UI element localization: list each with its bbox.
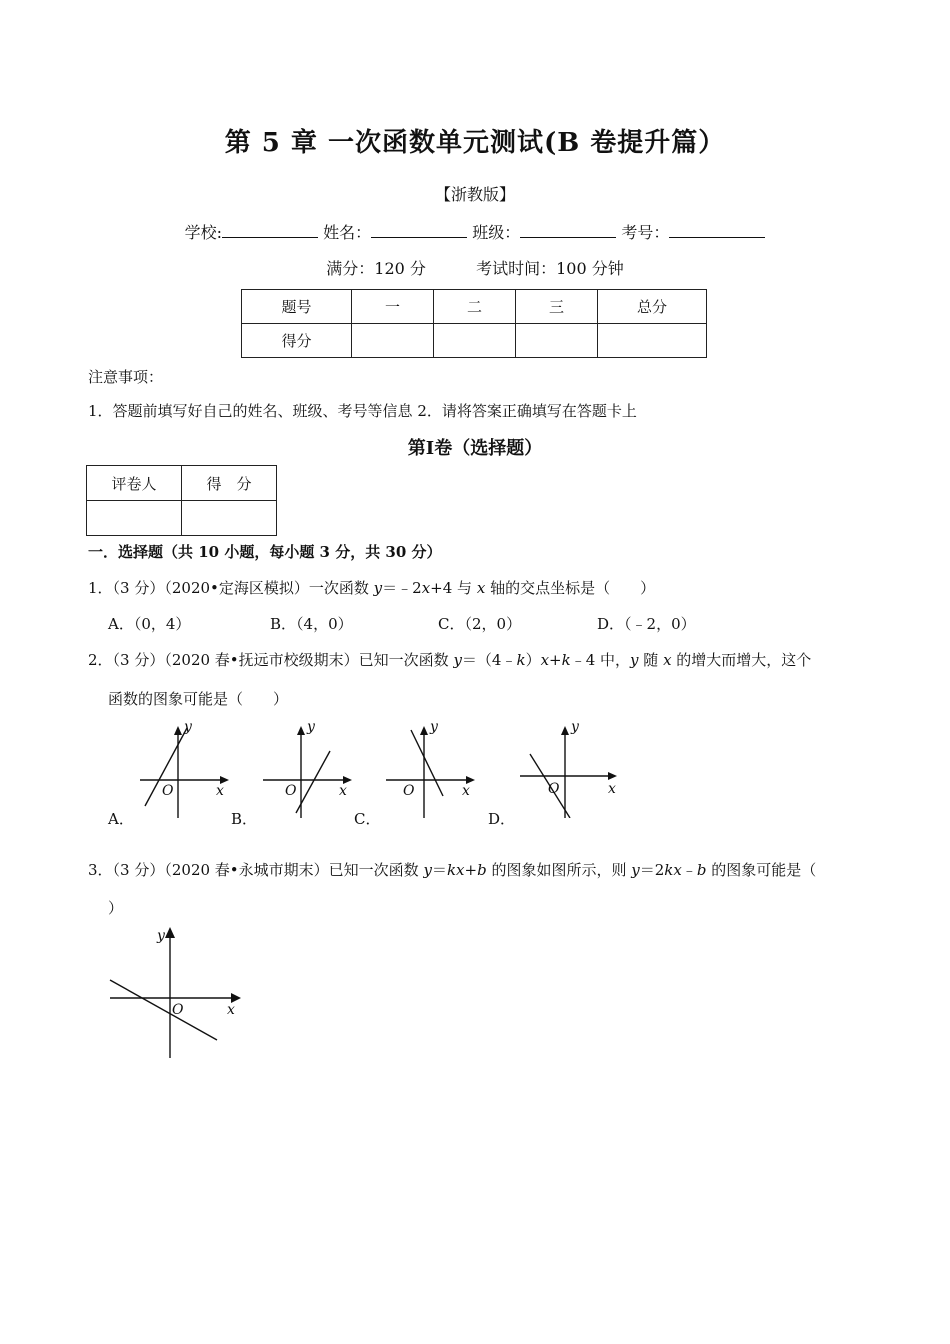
name-label: 姓名：	[323, 223, 372, 242]
grader-header: 评卷人	[87, 466, 182, 501]
question-2-stem	[88, 649, 811, 670]
y-label: y	[157, 928, 165, 944]
score-table-header-row	[242, 290, 707, 324]
stem-var: y	[630, 651, 639, 669]
score-cell[interactable]	[516, 324, 598, 358]
origin-label: O	[162, 783, 174, 799]
grader-table	[86, 465, 277, 536]
question-number: 2．	[88, 651, 113, 669]
question-source: （2020•定海区模拟）	[164, 579, 309, 597]
exam-time: 考试时间：100 分钟	[476, 259, 624, 278]
exam-meta	[0, 256, 950, 279]
stem-var: kx	[446, 861, 465, 879]
function-line	[411, 730, 443, 796]
stem-var: x	[540, 651, 550, 669]
class-field[interactable]	[520, 223, 616, 238]
origin-label: O	[285, 783, 297, 799]
score-table-row	[242, 324, 707, 358]
name-field[interactable]	[371, 223, 467, 238]
part-title: 一．选择题（共 10 小题，每小题 3 分，共 30 分）	[88, 543, 442, 561]
stem-text: ＝2	[639, 861, 665, 879]
question-points: （3 分）	[112, 579, 165, 597]
y-label: y	[430, 719, 438, 735]
origin-label: O	[403, 783, 415, 799]
full-score: 满分：120 分	[326, 259, 426, 278]
graph-option-c[interactable]	[381, 718, 481, 818]
stem-text: ）	[525, 651, 541, 669]
question-source: （2020 春•永城市期末）	[164, 861, 329, 879]
score-cell[interactable]	[598, 324, 707, 358]
exam-number-label: 考号：	[621, 223, 670, 242]
stem-var: y	[373, 579, 383, 597]
y-label: y	[307, 719, 315, 735]
notice-title: 注意事项：	[88, 368, 164, 386]
question-number: 1．	[88, 579, 113, 597]
notice-text: 1．答题前填写好自己的姓名、班级、考号等信息 2．请将答案正确填写在答题卡上	[88, 402, 637, 420]
option-a[interactable]: A．（0，4）	[108, 615, 191, 633]
y-axis-arrow	[561, 726, 569, 735]
x-label: x	[227, 1002, 235, 1018]
stem-text: 的图象可能是（	[706, 861, 817, 879]
x-label: x	[462, 783, 470, 799]
y-axis-arrow	[165, 927, 175, 938]
graph-option-b[interactable]	[258, 718, 358, 818]
question-2-stem-line2: 函数的图象可能是（ ）	[108, 690, 289, 708]
grader-table-header-row	[87, 466, 277, 501]
stem-text: ＝	[431, 861, 447, 879]
y-axis-arrow	[420, 726, 428, 735]
score-table-header: 题号	[242, 290, 352, 324]
score-table-header: 二	[434, 290, 516, 324]
stem-text: 轴的交点坐标是（ ）	[485, 579, 656, 597]
q3-reference-graph	[105, 922, 255, 1062]
y-axis-arrow	[297, 726, 305, 735]
school-label: 学校:	[184, 223, 223, 242]
school-field[interactable]	[222, 223, 318, 238]
stem-text: 已知一次函数	[328, 861, 424, 879]
score-cell[interactable]	[352, 324, 434, 358]
score-table-header: 总分	[598, 290, 707, 324]
question-points: （3 分）	[112, 651, 165, 669]
q2-option-d[interactable]: D．	[488, 810, 516, 828]
stem-var: x	[476, 579, 486, 597]
stem-var: kx	[664, 861, 682, 879]
graph-option-d[interactable]	[515, 718, 625, 818]
stem-var: k	[561, 651, 571, 669]
y-label: y	[571, 719, 579, 735]
stem-text: ＝﹣2	[382, 579, 422, 597]
score-table-header: 一	[352, 290, 434, 324]
question-1-stem	[88, 577, 655, 598]
stem-var: b	[696, 861, 707, 879]
class-label: 班级：	[472, 223, 521, 242]
stem-text: ﹣4 中，	[570, 651, 631, 669]
stem-text: +4 与	[430, 579, 477, 597]
stem-text: +	[549, 651, 562, 669]
score-table-header: 三	[516, 290, 598, 324]
grader-cell[interactable]	[182, 501, 277, 536]
question-number: 3．	[88, 861, 113, 879]
stem-var: b	[477, 861, 487, 879]
option-c[interactable]: C．（2，0）	[438, 615, 522, 633]
stem-text: 的增大而增大，这个	[671, 651, 812, 669]
edition-label: 【浙教版】	[434, 185, 515, 204]
score-cell[interactable]	[434, 324, 516, 358]
stem-var: x	[663, 651, 672, 669]
score-table	[241, 289, 707, 358]
stem-text: ＝（4﹣	[461, 651, 517, 669]
grader-cell[interactable]	[87, 501, 182, 536]
stem-text: 已知一次函数	[358, 651, 454, 669]
section-title: 第Ⅰ卷（选择题）	[407, 438, 543, 459]
stem-text: +	[464, 861, 478, 879]
x-label: x	[608, 781, 616, 797]
grader-table-row	[87, 501, 277, 536]
x-label: x	[339, 783, 347, 799]
q2-option-c[interactable]: C．	[354, 810, 381, 828]
x-label: x	[216, 783, 224, 799]
stem-text: 的图象如图所示，则	[486, 861, 632, 879]
stem-text: 一次函数	[308, 579, 374, 597]
question-3-stem	[88, 859, 816, 880]
stem-text: ﹣	[681, 861, 697, 879]
exam-number-field[interactable]	[669, 223, 765, 238]
question-3-stem-line2: ）	[108, 899, 124, 917]
option-b[interactable]: B．（4，0）	[270, 615, 353, 633]
function-line	[110, 980, 217, 1040]
score-row-label: 得分	[242, 324, 352, 358]
origin-label: O	[172, 1002, 184, 1018]
stem-var: y	[423, 861, 432, 879]
stem-var: y	[631, 861, 640, 879]
origin-label: O	[548, 781, 560, 797]
graph-option-a[interactable]	[135, 718, 235, 818]
y-axis-arrow	[174, 726, 182, 735]
y-label: y	[184, 719, 192, 735]
q2-option-a[interactable]: A．	[108, 810, 134, 828]
option-d[interactable]: D．（﹣2，0）	[597, 615, 696, 633]
page-title: 第 5 章 一次函数单元测试(B 卷提升篇）	[224, 128, 726, 158]
q2-option-b[interactable]: B．	[231, 810, 258, 828]
grader-header: 得 分	[182, 466, 277, 501]
stem-var: k	[516, 651, 526, 669]
stem-var: y	[453, 651, 462, 669]
question-points: （3 分）	[112, 861, 165, 879]
x-axis-arrow	[608, 772, 617, 780]
stem-var: x	[421, 579, 431, 597]
question-source: （2020 春•抚远市校级期末）	[164, 651, 359, 669]
stem-text: 随	[638, 651, 664, 669]
student-info-line	[0, 220, 950, 243]
